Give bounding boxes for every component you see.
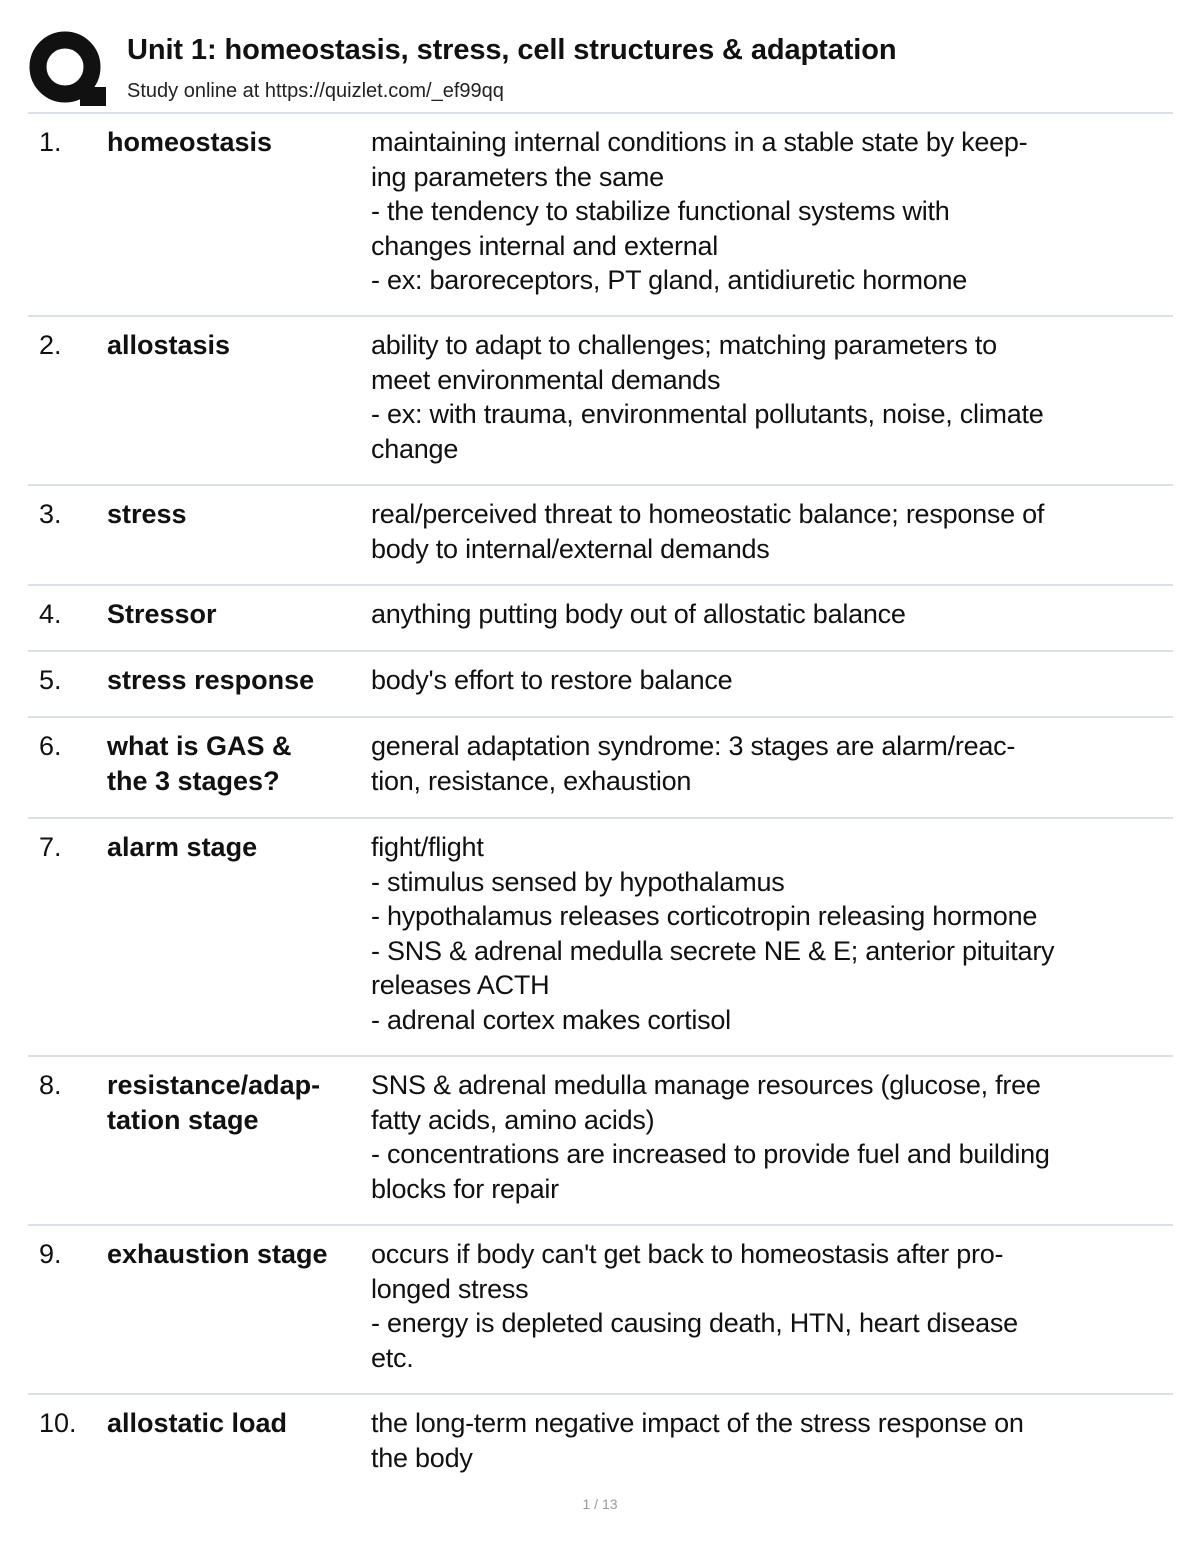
card-term: exhaustion stage [107,1239,328,1269]
quizlet-logo-icon [28,30,106,106]
card-term: alarm stage [107,832,258,862]
card-definition: fight/flight - stimulus sensed by hypothalamus - hypothalamus releases corticotropin releasing hormone - SNS & adrenal medulla secrete NE & E; anterior pituitary releases ACTH - adrenal cortex makes cortisol [371,832,1055,1035]
card-number: 2. [39,330,62,360]
document-title: Unit 1: homeostasis, stress, cell structures & adaptation [127,34,897,66]
card-divider [28,1393,1173,1395]
card-definition: occurs if body can't get back to homeostasis after pro- longed stress - energy is depleted causing death, HTN, heart disease etc. [371,1239,1018,1373]
card-definition: real/perceived threat to homeostatic balance; response of body to internal/external demands [371,499,1045,564]
card-divider [28,650,1173,652]
card-number: 10. [39,1408,77,1438]
card-term: allostatic load [107,1408,288,1438]
card-divider [28,1055,1173,1057]
card-definition: the long-term negative impact of the stress response on the body [371,1408,1024,1473]
card-divider [28,584,1173,586]
card-number: 7. [39,832,62,862]
header-divider [28,112,1173,114]
card-number: 5. [39,665,62,695]
card-number: 4. [39,599,62,629]
card-definition: body's effort to restore balance [371,665,733,695]
card-divider [28,484,1173,486]
card-term: stress [107,499,187,529]
card-term: homeostasis [107,127,273,157]
study-online-link[interactable]: Study online at https://quizlet.com/_ef99qq [127,80,504,102]
card-definition: ability to adapt to challenges; matching parameters to meet environmental demands - ex: with trauma, environmental pollutants, noise, climate change [371,330,1044,464]
card-divider [28,315,1173,317]
card-definition: maintaining internal conditions in a stable state by keep- ing parameters the same - the tendency to stabilize functional systems with changes internal and external - ex: baroreceptors, PT gland, antidiuretic hormone [371,127,1028,295]
card-divider [28,817,1173,819]
card-definition: SNS & adrenal medulla manage resources (glucose, free fatty acids, amino acids) - concentrations are increased to provide fuel and building blocks for repair [371,1070,1050,1204]
page-indicator: 1 / 13 [582,1496,618,1512]
card-term: resistance/adap- tation stage [107,1070,321,1135]
card-number: 1. [39,127,62,157]
card-term: stress response [107,665,315,695]
card-term: what is GAS & the 3 stages? [107,731,292,796]
card-number: 9. [39,1239,62,1269]
card-divider [28,716,1173,718]
card-definition: anything putting body out of allostatic balance [371,599,906,629]
card-term: Stressor [107,599,217,629]
card-number: 3. [39,499,62,529]
card-number: 8. [39,1070,62,1100]
card-number: 6. [39,731,62,761]
card-divider [28,1224,1173,1226]
card-definition: general adaptation syndrome: 3 stages are alarm/reac- tion, resistance, exhaustion [371,731,1016,796]
card-term: allostasis [107,330,231,360]
